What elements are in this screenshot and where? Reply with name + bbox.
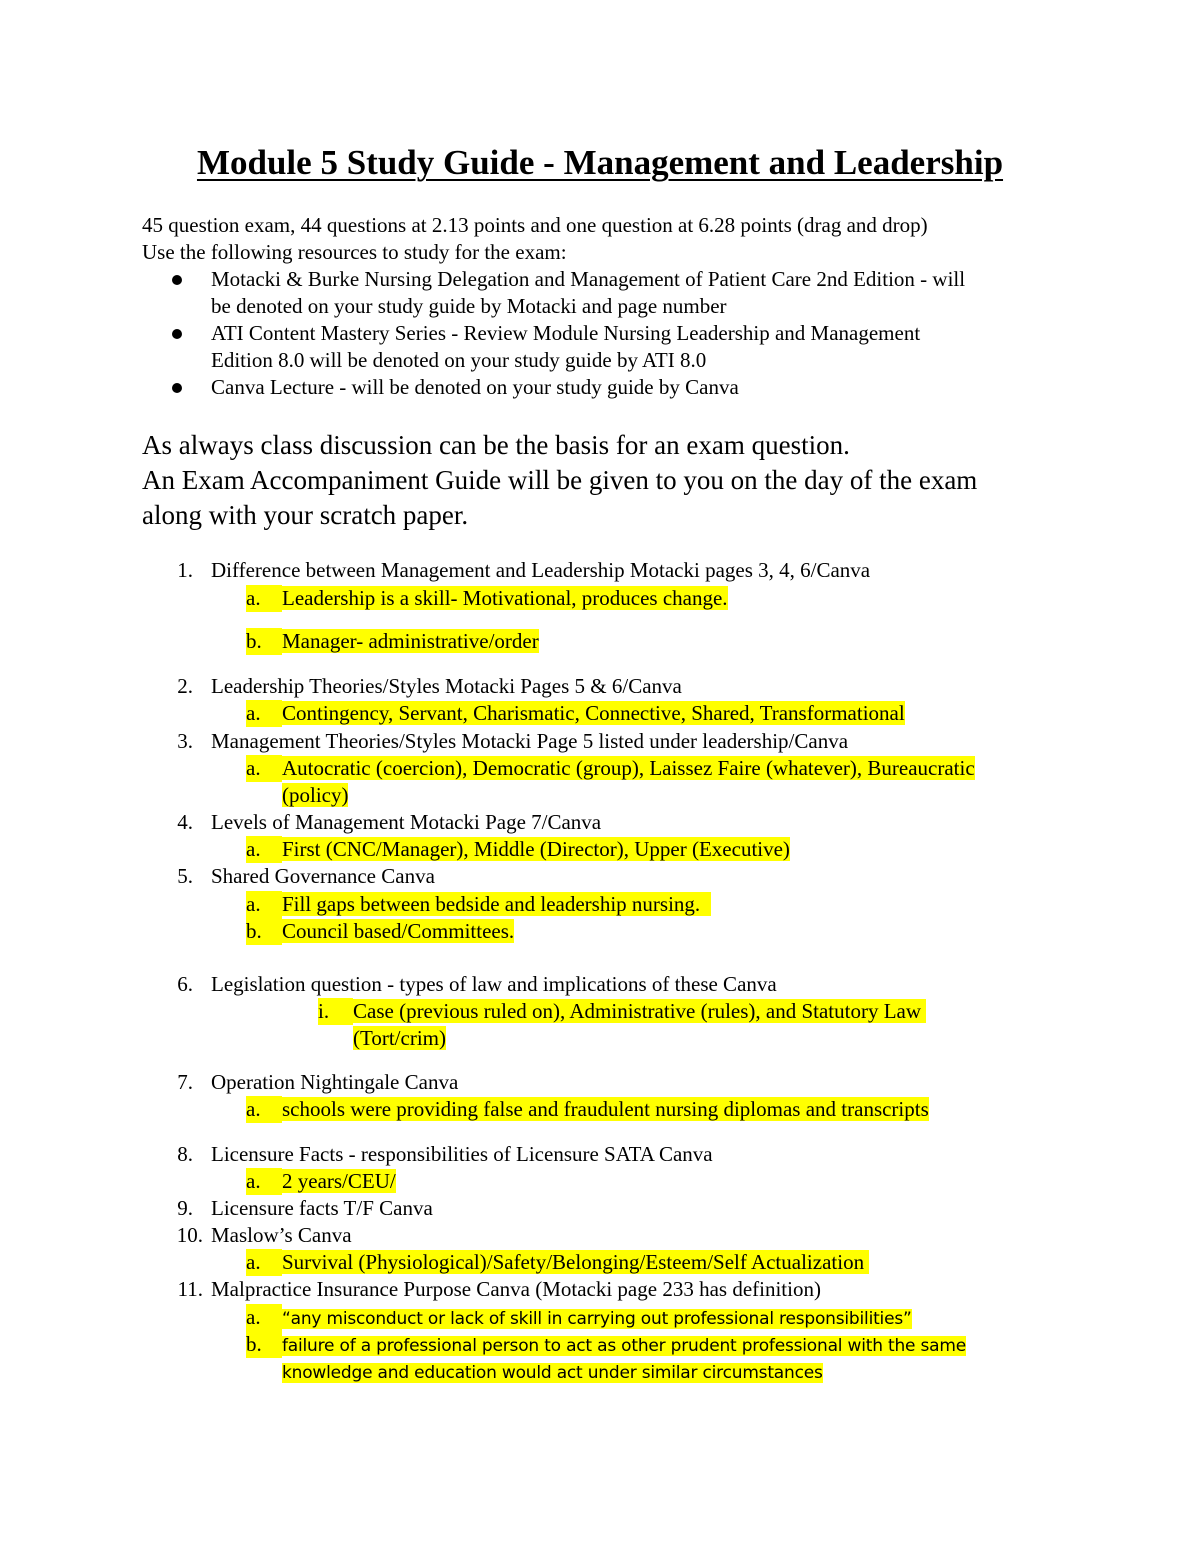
sub-item-text: “any misconduct or lack of skill in carrying out professional responsibilities”: [282, 1309, 912, 1329]
sub-item-text: knowledge and education would act under similar circumstances: [282, 1363, 823, 1383]
sub-item-letter: a.: [246, 585, 282, 612]
sub-item: [246, 628, 539, 655]
sub-item-text: Fill gaps between bedside and leadership nursing.: [282, 892, 711, 916]
bullet-icon: [172, 329, 182, 339]
item-number: 5.: [177, 864, 193, 888]
page-title: Module 5 Study Guide - Management and Leadership: [196, 143, 1004, 182]
sub-item: [246, 1304, 912, 1333]
sub-item-continuation: [353, 1025, 446, 1052]
item-number: 6.: [177, 972, 193, 996]
bullet-icon: [172, 275, 182, 285]
sub-item: [246, 918, 514, 945]
resource-item: Motacki & Burke Nursing Delegation and Management of Patient Care 2nd Edition - will: [211, 267, 966, 291]
intro-line: Use the following resources to study for the exam:: [142, 240, 567, 264]
item-text: Operation Nightingale Canva: [211, 1070, 459, 1094]
item-number: 8.: [177, 1142, 193, 1166]
item-text: Malpractice Insurance Purpose Canva (Motacki page 233 has definition): [211, 1277, 821, 1301]
item-text: Difference between Management and Leadership Motacki pages 3, 4, 6/Canva: [211, 558, 871, 582]
notice-line: along with your scratch paper.: [142, 500, 469, 530]
sub-item: [246, 1168, 396, 1195]
item-text: Shared Governance Canva: [211, 864, 435, 888]
sub-item-text: failure of a professional person to act as other prudent professional with the same: [282, 1336, 966, 1356]
item-text: Legislation question - types of law and implications of these Canva: [211, 972, 777, 996]
sub-item-letter: a.: [246, 1096, 282, 1123]
item-number: 9.: [177, 1196, 193, 1220]
sub-item-letter: a.: [246, 755, 282, 782]
sub-item-letter: a.: [246, 1168, 282, 1195]
sub-item: [318, 998, 926, 1025]
sub-item: [246, 1331, 966, 1360]
sub-item-letter: a.: [246, 1249, 282, 1276]
sub-item-text: schools were providing false and fraudulent nursing diplomas and transcripts: [282, 1097, 929, 1121]
sub-item-letter: b.: [246, 1331, 282, 1358]
sub-item-text: (policy): [282, 783, 349, 807]
resource-item: be denoted on your study guide by Motacki and page number: [211, 294, 727, 318]
item-number: 11.: [177, 1277, 203, 1301]
sub-item-text: First (CNC/Manager), Middle (Director), Upper (Executive): [282, 837, 790, 861]
notice-line: An Exam Accompaniment Guide will be given to you on the day of the exam: [142, 465, 978, 495]
sub-item-text: Case (previous ruled on), Administrative (rules), and Statutory Law: [353, 999, 927, 1023]
intro-line: 45 question exam, 44 questions at 2.13 points and one question at 6.28 points (drag and drop): [142, 213, 928, 237]
item-text: Management Theories/Styles Motacki Page 5 listed under leadership/Canva: [211, 729, 849, 753]
item-text: Licensure Facts - responsibilities of Licensure SATA Canva: [211, 1142, 713, 1166]
resource-item: Canva Lecture - will be denoted on your study guide by Canva: [211, 375, 739, 399]
item-number: 7.: [177, 1070, 193, 1094]
bullet-icon: [172, 383, 182, 393]
item-number: 3.: [177, 729, 193, 753]
item-number: 1.: [177, 558, 193, 582]
sub-item-text: (Tort/crim): [353, 1026, 446, 1050]
sub-item-text: Manager- administrative/order: [282, 629, 539, 653]
sub-item-text: Contingency, Servant, Charismatic, Connective, Shared, Transformational: [282, 701, 905, 725]
notice-line: As always class discussion can be the basis for an exam question.: [142, 430, 850, 460]
item-number: 10.: [176, 1223, 203, 1247]
sub-item: [246, 891, 711, 918]
sub-item: [246, 836, 790, 863]
item-text: Levels of Management Motacki Page 7/Canva: [211, 810, 602, 834]
sub-item-text: Council based/Committees.: [282, 919, 515, 943]
item-text: Leadership Theories/Styles Motacki Pages 5 & 6/Canva: [211, 674, 682, 698]
sub-item-letter: a.: [246, 836, 282, 863]
sub-item: [246, 755, 975, 782]
sub-item-letter: i.: [318, 998, 353, 1025]
item-text: Maslow’s Canva: [211, 1223, 352, 1247]
resource-item: Edition 8.0 will be denoted on your study guide by ATI 8.0: [211, 348, 707, 372]
sub-item-letter: a.: [246, 700, 282, 727]
sub-item: [246, 1096, 929, 1123]
sub-item-text: 2 years/CEU/: [282, 1169, 396, 1193]
item-number: 2.: [177, 674, 193, 698]
sub-item-letter: b.: [246, 918, 282, 945]
sub-item-continuation: [282, 782, 348, 809]
sub-item-letter: a.: [246, 1304, 282, 1331]
sub-item-text: Leadership is a skill- Motivational, produces change.: [282, 586, 728, 610]
sub-item-continuation: [282, 1358, 823, 1387]
sub-item: [246, 700, 905, 727]
sub-item: [246, 1249, 869, 1276]
item-number: 4.: [177, 810, 193, 834]
sub-item: [246, 585, 728, 612]
sub-item-text: Autocratic (coercion), Democratic (group), Laissez Faire (whatever), Bureaucratic: [282, 756, 975, 780]
item-text: Licensure facts T/F Canva: [211, 1196, 433, 1220]
sub-item-letter: b.: [246, 628, 282, 655]
resource-item: ATI Content Mastery Series - Review Module Nursing Leadership and Management: [211, 321, 921, 345]
sub-item-letter: a.: [246, 891, 282, 918]
sub-item-text: Survival (Physiological)/Safety/Belonging/Esteem/Self Actualization: [282, 1250, 870, 1274]
